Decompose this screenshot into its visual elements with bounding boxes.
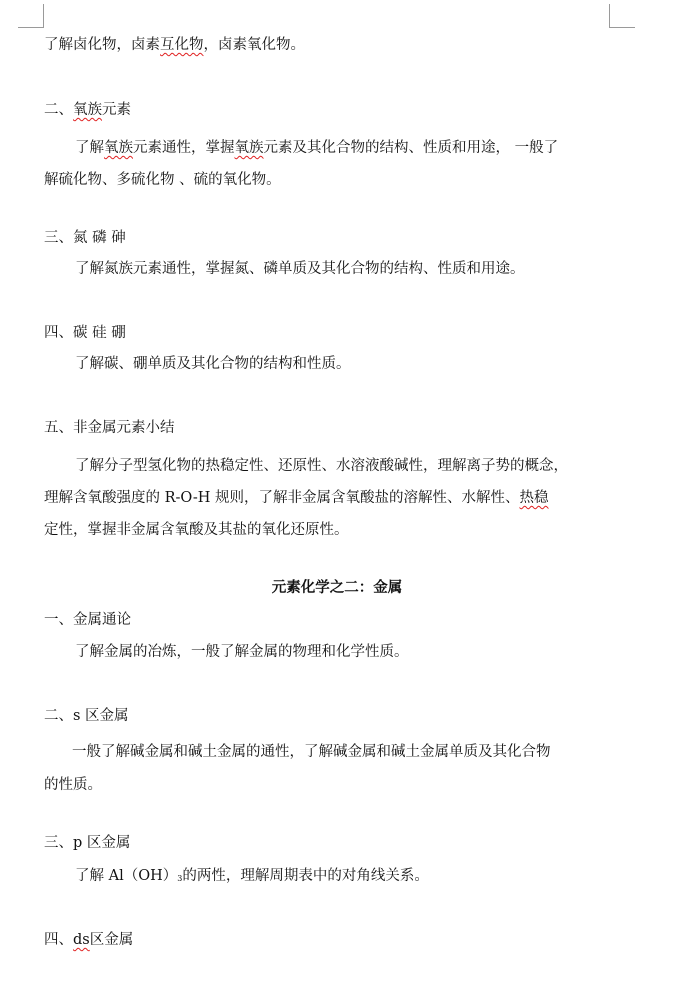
spellcheck-underline: ds: [73, 932, 90, 948]
paragraph-nonmetal-summary-1: 了解分子型氢化物的热稳定性、还原性、水溶液酸碱性，理解离子势的概念，: [75, 458, 568, 474]
paragraph-metal-general: 了解金属的冶炼，一般了解金属的物理和化学性质。: [75, 644, 409, 660]
heading-s-block: 二、s 区金属: [44, 708, 129, 724]
heading-p-block: 三、p 区金属: [44, 835, 131, 851]
spellcheck-underline: 互化物: [160, 37, 204, 53]
heading-oxygen-group: 二、氧族元素: [44, 102, 131, 118]
crop-mark-right-vertical: [609, 4, 610, 28]
heading-nitrogen-group: 三、氮 磷 砷: [44, 230, 126, 246]
paragraph-nitrogen-group: 了解氮族元素通性，掌握氮、磷单质及其化合物的结构、性质和用途。: [75, 261, 525, 277]
spellcheck-underline: 氧族: [104, 140, 133, 156]
heading-nonmetal-summary: 五、非金属元素小结: [44, 420, 175, 436]
crop-mark-left-horizontal: [18, 27, 44, 28]
spellcheck-underline: 热稳: [519, 490, 549, 506]
spellcheck-underline: 氧族: [73, 102, 102, 118]
paragraph-halides: 了解卤化物，卤素互化物，卤素氧化物。: [44, 37, 305, 53]
spellcheck-underline: 氧族: [234, 140, 264, 156]
paragraph-oxygen-group-1: 了解氧族元素通性，掌握氧族元素及其化合物的结构、性质和用途， 一般了: [75, 140, 559, 156]
heading-metal-general: 一、金属通论: [44, 612, 131, 628]
paragraph-s-block-1: 一般了解碱金属和碱土金属的通性，了解碱金属和碱土金属单质及其化合物: [72, 744, 551, 760]
paragraph-s-block-2: 的性质。: [44, 777, 102, 793]
paragraph-oxygen-group-2: 解硫化物、多硫化物 、硫的氧化物。: [44, 172, 281, 188]
paragraph-p-block: 了解 $Al(OH)_3$的两性，理解周期表中的对角线关系。: [75, 868, 429, 884]
paragraph-nonmetal-summary-2: 理解含氧酸强度的 R-O-H 规则，了解非金属含氧酸盐的溶解性、水解性、热稳: [44, 490, 549, 506]
crop-mark-left-vertical: [43, 4, 44, 28]
heading-carbon-group: 四、碳 硅 硼: [44, 325, 126, 341]
paragraph-nonmetal-summary-3: 定性，掌握非金属含氧酸及其盐的氧化还原性。: [44, 522, 349, 538]
section-title-metals: 元素化学之二：金属: [271, 579, 403, 596]
crop-mark-right-horizontal: [609, 27, 635, 28]
paragraph-carbon-group: 了解碳、硼单质及其化合物的结构和性质。: [75, 356, 351, 372]
heading-ds-block: 四、ds区金属: [44, 932, 134, 948]
